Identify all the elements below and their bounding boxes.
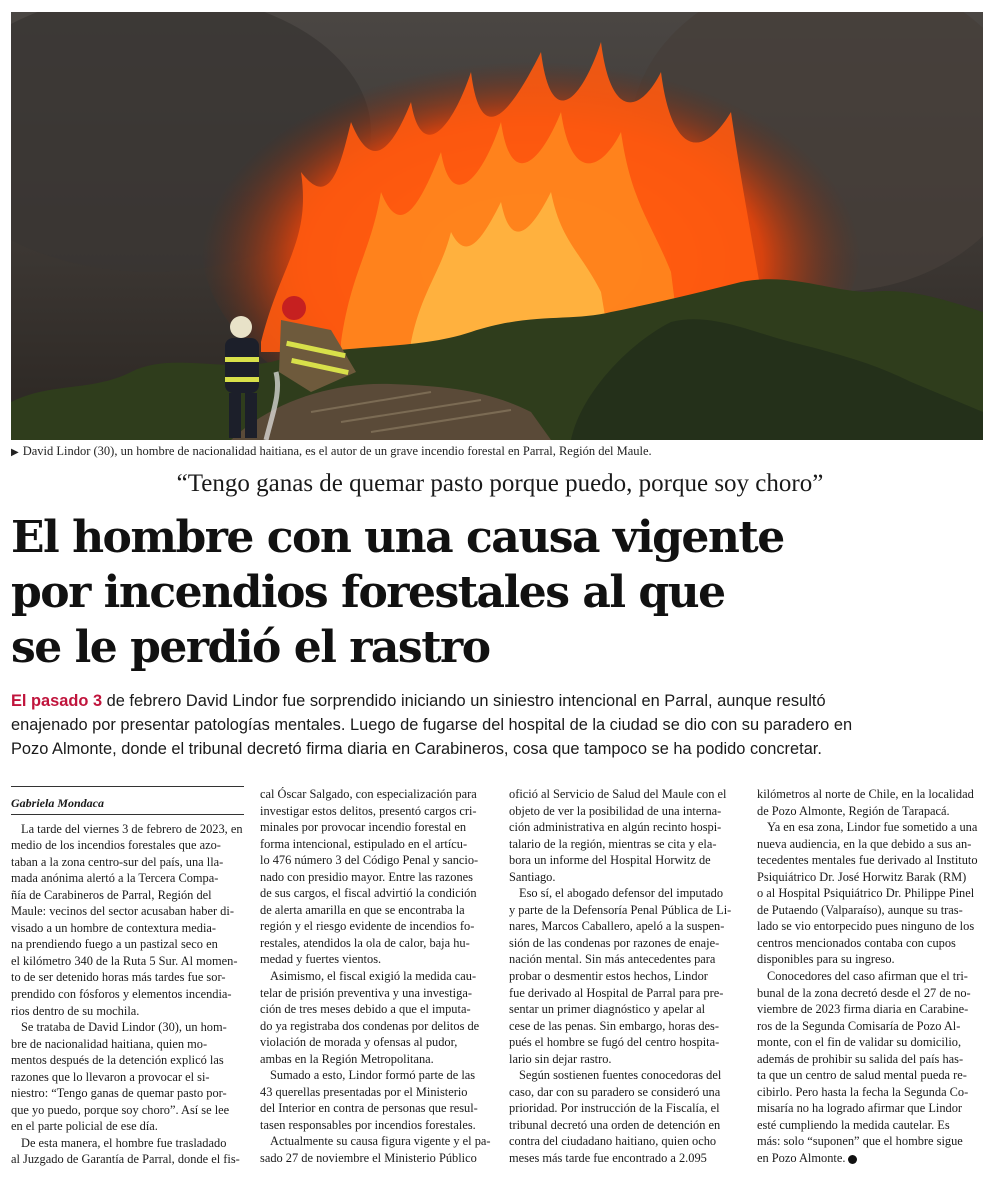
article-line: Asimismo, el fiscal exigió la medida cau-: [270, 969, 477, 984]
article-line: centros mencionados contaba con cupos: [757, 935, 956, 950]
lead-line: [11, 689, 991, 713]
article-line: probar o desmentir estos hechos, Lindor: [509, 969, 708, 984]
article-line: el kilómetro 340 de la Ruta 5 Sur. Al momen-: [11, 953, 238, 968]
article-line: Conocedores del caso afirman que el tri-: [767, 969, 968, 984]
article-line: Santiago.: [509, 869, 556, 884]
lead-line: Pozo Almonte, donde el tribunal decretó firma diaria en Carabineros, cosa que tampoco se ha podido concretar.: [11, 740, 822, 758]
article-line: telar de prisión preventiva y una investiga-: [260, 985, 472, 1000]
article-line: na prendiendo fuego a un pastizal seco en: [11, 937, 218, 952]
end-of-article-icon: [848, 1155, 857, 1164]
article-line: violación de morada y ofensas al pudor,: [260, 1035, 458, 1050]
article-line: fue derivado al Hospital de Parral para pre-: [509, 985, 724, 1000]
lead-line: enajenado por presentar patologías mentales. Luego de fugarse del hospital de la ciudad se dio con su paradero en: [11, 716, 853, 734]
article-line: bunal de la zona decretó desde el 27 de no-: [757, 985, 971, 1000]
article-line: Según sostienen fuentes conocedoras del: [519, 1068, 722, 1083]
article-column-2: [260, 786, 493, 1167]
article-line: niestro: “Tengo ganas de quemar pasto por-: [11, 1086, 227, 1101]
lead-paragraph: [11, 689, 991, 761]
article-line: medad y fuertes vientos.: [260, 952, 382, 967]
wildfire-photo: [11, 12, 983, 440]
article-line: investigar estos delitos, presentó cargos cri-: [260, 803, 477, 818]
article-line: visado a un hombre de contextura media-: [11, 920, 217, 935]
article-line: de alerta amarilla en que se encontraba la: [260, 902, 465, 917]
author-rule: [11, 786, 244, 787]
article-line: en el parte policial de ese día.: [11, 1119, 158, 1134]
article-line: de Pozo Almonte, Región de Tarapacá.: [757, 803, 950, 818]
article-line: La tarde del viernes 3 de febrero de 2023, en: [21, 821, 243, 836]
author-byline: Gabriela Mondaca: [11, 795, 244, 815]
article-line: bre de nacionalidad haitiana, quien mo-: [11, 1036, 208, 1051]
article-line: misaría no ha logrado afirmar que Lindor: [757, 1101, 963, 1116]
caption-text: David Lindor (30), un hombre de nacionalidad haitiana, es el autor de un grave incendio forestal en Parral, Región del Maule.: [22, 444, 652, 458]
article-line: viembre de 2023 firma diaria en Carabine-: [757, 1002, 969, 1017]
article-line: ros de la Segunda Comisaría de Pozo Al-: [757, 1018, 961, 1033]
quote-kicker: “Tengo ganas de quemar pasto porque puedo, porque soy choro”: [176, 470, 824, 497]
article-line: nueva audiencia, en la que debido a sus an-: [757, 836, 972, 851]
article-line: talario de la región, mientras se cita y ela-: [509, 836, 717, 851]
wildfire-firefighters-photo: [11, 12, 983, 440]
article-line: objeto de ver la posibilidad de una interna-: [509, 803, 722, 818]
article-line: ta que un centro de salud mental pueda re-: [757, 1068, 967, 1083]
article-line: sado 27 de noviembre el Ministerio Público: [260, 1151, 477, 1166]
article-line: cal Óscar Salgado, con especialización para: [260, 787, 477, 801]
article-column-4: [757, 786, 990, 1167]
article-line: tecedentes mentales fue derivado al Instituto: [757, 853, 978, 868]
article-line: y parte de la Defensoría Penal Pública de Li-: [509, 902, 732, 917]
article-line: tasen responsables por incendios forestales.: [260, 1117, 476, 1132]
article-line: nación mental. Sin más antecedentes para: [509, 952, 716, 967]
article-line: ñía de Carabineros de Parral, Región del: [11, 887, 212, 902]
lead-highlight: El pasado 3: [11, 692, 103, 710]
article-column-3: [509, 786, 742, 1167]
article-line: disponibles para su ingreso.: [757, 952, 895, 967]
article-line: ción de tres meses debido a que el imputa-: [260, 1002, 471, 1017]
article-line: medio de los incendios forestales que azo-: [11, 838, 221, 853]
article-line: do ya registraba dos condenas por delitos de: [260, 1018, 480, 1033]
article-line: al Juzgado de Garantía de Parral, donde el fis-: [11, 1152, 240, 1167]
caption-triangle-icon: ▶: [11, 447, 19, 458]
article-line: monte, con el fin de validar su domicilio,: [757, 1035, 962, 1050]
article-line: de Putaendo (Valparaíso), aunque su tras-: [757, 902, 963, 917]
article-line: ambas en la Región Metropolitana.: [260, 1051, 434, 1066]
article-line: Sumado a esto, Lindor formó parte de las: [270, 1068, 476, 1083]
article-line: ción administrativa en algún recinto hospi-: [509, 820, 722, 835]
article-line: De esta manera, el hombre fue trasladado: [21, 1135, 227, 1150]
headline: [11, 510, 991, 675]
article-line: Eso sí, el abogado defensor del imputado: [519, 886, 724, 901]
article-line: además de prohibir su salida del país has-: [757, 1051, 964, 1066]
article-line: Actualmente su causa figura vigente y el pa-: [270, 1134, 491, 1149]
article-line: forma intencional, estipulado en el artícu-: [260, 836, 468, 851]
article-line: que yo puedo, porque soy choro”. Así se lee: [11, 1102, 230, 1117]
headline-line: se le perdió el rastro: [11, 622, 490, 673]
article-line: rios dentro de su mochila.: [11, 1003, 140, 1018]
lead-text: de febrero David Lindor fue sorprendido iniciando un siniestro intencional en Parral, aunque resultó: [102, 692, 826, 710]
article-line: cibirlo. Pero hasta la fecha la Segunda Co-: [757, 1084, 969, 1099]
article-line: minales por provocar incendio forestal en: [260, 820, 467, 835]
article-line: cese de las penas. Sin embargo, horas des-: [509, 1018, 720, 1033]
article-line: 43 querellas presentadas por el Ministerio: [260, 1084, 468, 1099]
article-line: tribunal decretó una orden de detención en: [509, 1117, 721, 1132]
article-line: ofició al Servicio de Salud del Maule con el: [509, 787, 727, 801]
article-line: del Interior en contra de personas que resul-: [260, 1101, 478, 1116]
article-line: esté cumpliendo la medida cautelar. Es: [757, 1117, 950, 1132]
article-line: razones que lo llevaron a provocar el si-: [11, 1069, 210, 1084]
headline-line: El hombre con una causa vigente: [11, 512, 784, 563]
article-line: nares, Marcos Caballero, apeló a la suspen-: [509, 919, 725, 934]
article-line: sentar un primer diagnóstico y apelar al: [509, 1002, 706, 1017]
article-line: caso, dar con su paradero se consideró una: [509, 1084, 721, 1099]
article-line: Ya en esa zona, Lindor fue sometido a una: [767, 820, 978, 835]
article-line: taban a la zona centro-sur del país, una lla-: [11, 854, 224, 869]
article-line: prioridad. Por instrucción de la Fiscalía, el: [509, 1101, 720, 1116]
article-line: meses más tarde fue encontrado a 2.095: [509, 1151, 707, 1166]
article-line: Se trataba de David Lindor (30), un hom-: [21, 1020, 227, 1035]
article-line: mentos después de la detención explicó las: [11, 1053, 224, 1068]
article-line: lado se vio entorpecido pues ninguno de los: [757, 919, 975, 934]
article-line: restales, atendidos la ola de calor, baja hu-: [260, 935, 470, 950]
article-line: mada anónima alertó a la Tercera Compa-: [11, 871, 219, 886]
article-line: to de ser detenido horas más tardes fue sor-: [11, 970, 226, 985]
article-line: Maule: vecinos del sector acusaban haber di-: [11, 904, 234, 919]
article-line: Psiquiátrico Dr. José Horwitz Barak (RM): [757, 869, 967, 884]
headline-line: por incendios forestales al que: [11, 567, 725, 618]
article-line: de sus cargos, el fiscal advirtió la condición: [260, 886, 477, 901]
article-line: más: solo “suponen” que el hombre sigue: [757, 1134, 963, 1149]
article-line: sión de las condenas por razones de enaje-: [509, 935, 720, 950]
article-line: prendido con fósforos y elementos incendia-: [11, 987, 232, 1002]
article-line: o al Hospital Psiquiátrico Dr. Philippe Pinel: [757, 886, 975, 901]
article-line: en Pozo Almonte.: [757, 1150, 990, 1167]
article-line: contra del ciudadano haitiano, quien ocho: [509, 1134, 717, 1149]
article-line: pués el hombre se fugó del centro hospita-: [509, 1035, 720, 1050]
photo-caption: [11, 444, 983, 459]
article-line: kilómetros al norte de Chile, en la localidad: [757, 787, 974, 801]
article-line: bora un informe del Hospital Horwitz de: [509, 853, 711, 868]
article-line: región y el riesgo evidente de incendios fo-: [260, 919, 475, 934]
article-line: lario sin dejar rastro.: [509, 1051, 612, 1066]
article-line: nado con presidio mayor. Entre las razones: [260, 869, 473, 884]
article-column-1: [11, 786, 244, 1168]
article-line: lo 476 número 3 del Código Penal y sancio-: [260, 853, 479, 868]
